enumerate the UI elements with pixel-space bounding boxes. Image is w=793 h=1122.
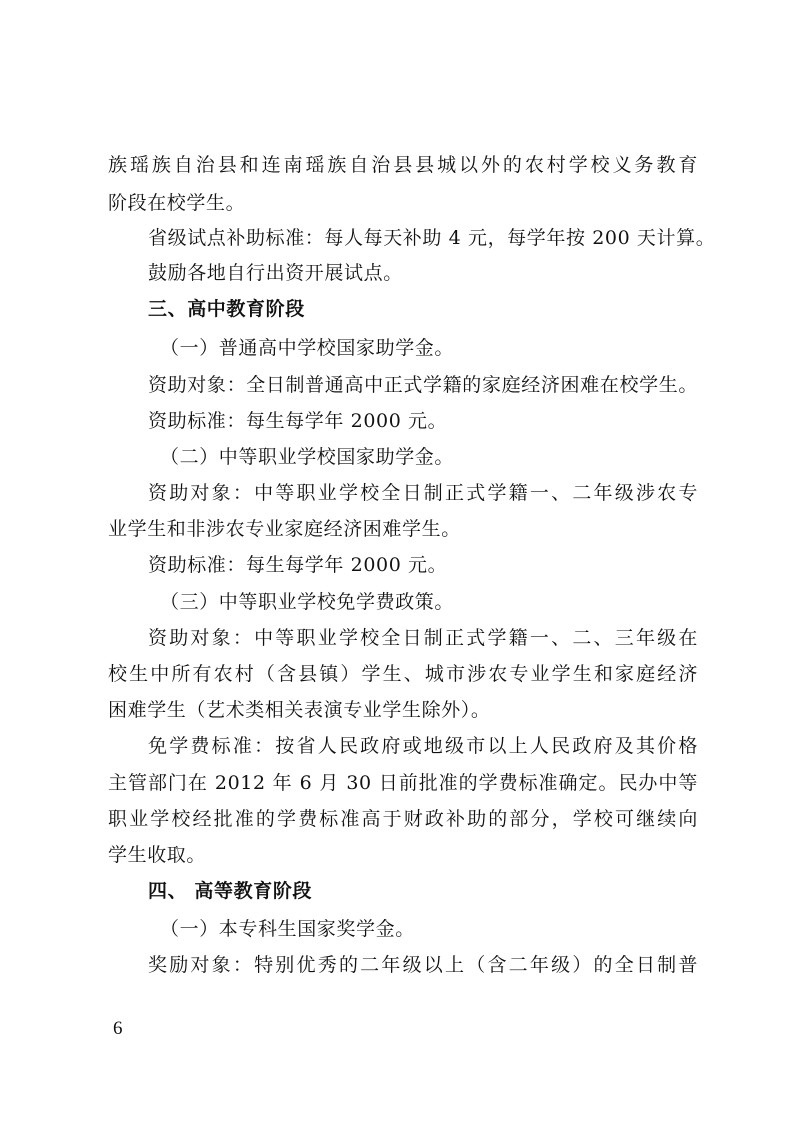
body-text-line: 主管部门在 2012 年 6 月 30 日前批准的学费标准确定。民办中等 bbox=[108, 772, 698, 794]
body-text-line: 免学费标准：按省人民政府或地级市以上人民政府及其价格 bbox=[148, 735, 698, 757]
body-text-line: 资助标准：每生每学年 2000 元。 bbox=[148, 410, 448, 432]
body-text-line: 学生收取。 bbox=[108, 844, 207, 866]
body-text-line: 资助标准：每生每学年 2000 元。 bbox=[148, 554, 448, 576]
body-text-line: 资助对象：中等职业学校全日制正式学籍一、二、三年级在 bbox=[148, 627, 698, 649]
subsection-heading: （一）普通高中学校国家助学金。 bbox=[160, 337, 455, 359]
body-text-line: 阶段在校学生。 bbox=[108, 192, 246, 214]
body-text-line: 族瑶族自治县和连南瑶族自治县县城以外的农村学校义务教育 bbox=[108, 154, 698, 176]
body-text-line: 资助对象：全日制普通高中正式学籍的家庭经济困难在校学生。 bbox=[148, 374, 698, 396]
body-text-line: 省级试点补助标准：每人每天补助 4 元，每学年按 200 天计算。 bbox=[148, 227, 716, 249]
body-text-line: 奖励对象：特别优秀的二年级以上（含二年级）的全日制普 bbox=[148, 954, 698, 976]
subsection-heading: （三）中等职业学校免学费政策。 bbox=[160, 591, 455, 613]
subsection-heading: （一）本专科生国家奖学金。 bbox=[160, 918, 415, 940]
section-heading: 四、 高等教育阶段 bbox=[148, 880, 313, 902]
subsection-heading: （二）中等职业学校国家助学金。 bbox=[160, 446, 455, 468]
body-text-line: 困难学生（艺术类相关表演专业学生除外）。 bbox=[108, 699, 491, 721]
body-text-line: 资助对象：中等职业学校全日制正式学籍一、二年级涉农专 bbox=[148, 482, 698, 504]
body-text-line: 业学生和非涉农专业家庭经济困难学生。 bbox=[108, 518, 461, 540]
page-number: 6 bbox=[113, 1018, 123, 1039]
body-text-line: 职业学校经批准的学费标准高于财政补助的部分，学校可继续向 bbox=[108, 808, 698, 830]
body-text-line: 鼓励各地自行出资开展试点。 bbox=[148, 262, 403, 284]
body-text-line: 校生中所有农村（含县镇）学生、城市涉农专业学生和家庭经济 bbox=[108, 663, 698, 685]
section-heading: 三、高中教育阶段 bbox=[148, 298, 305, 320]
